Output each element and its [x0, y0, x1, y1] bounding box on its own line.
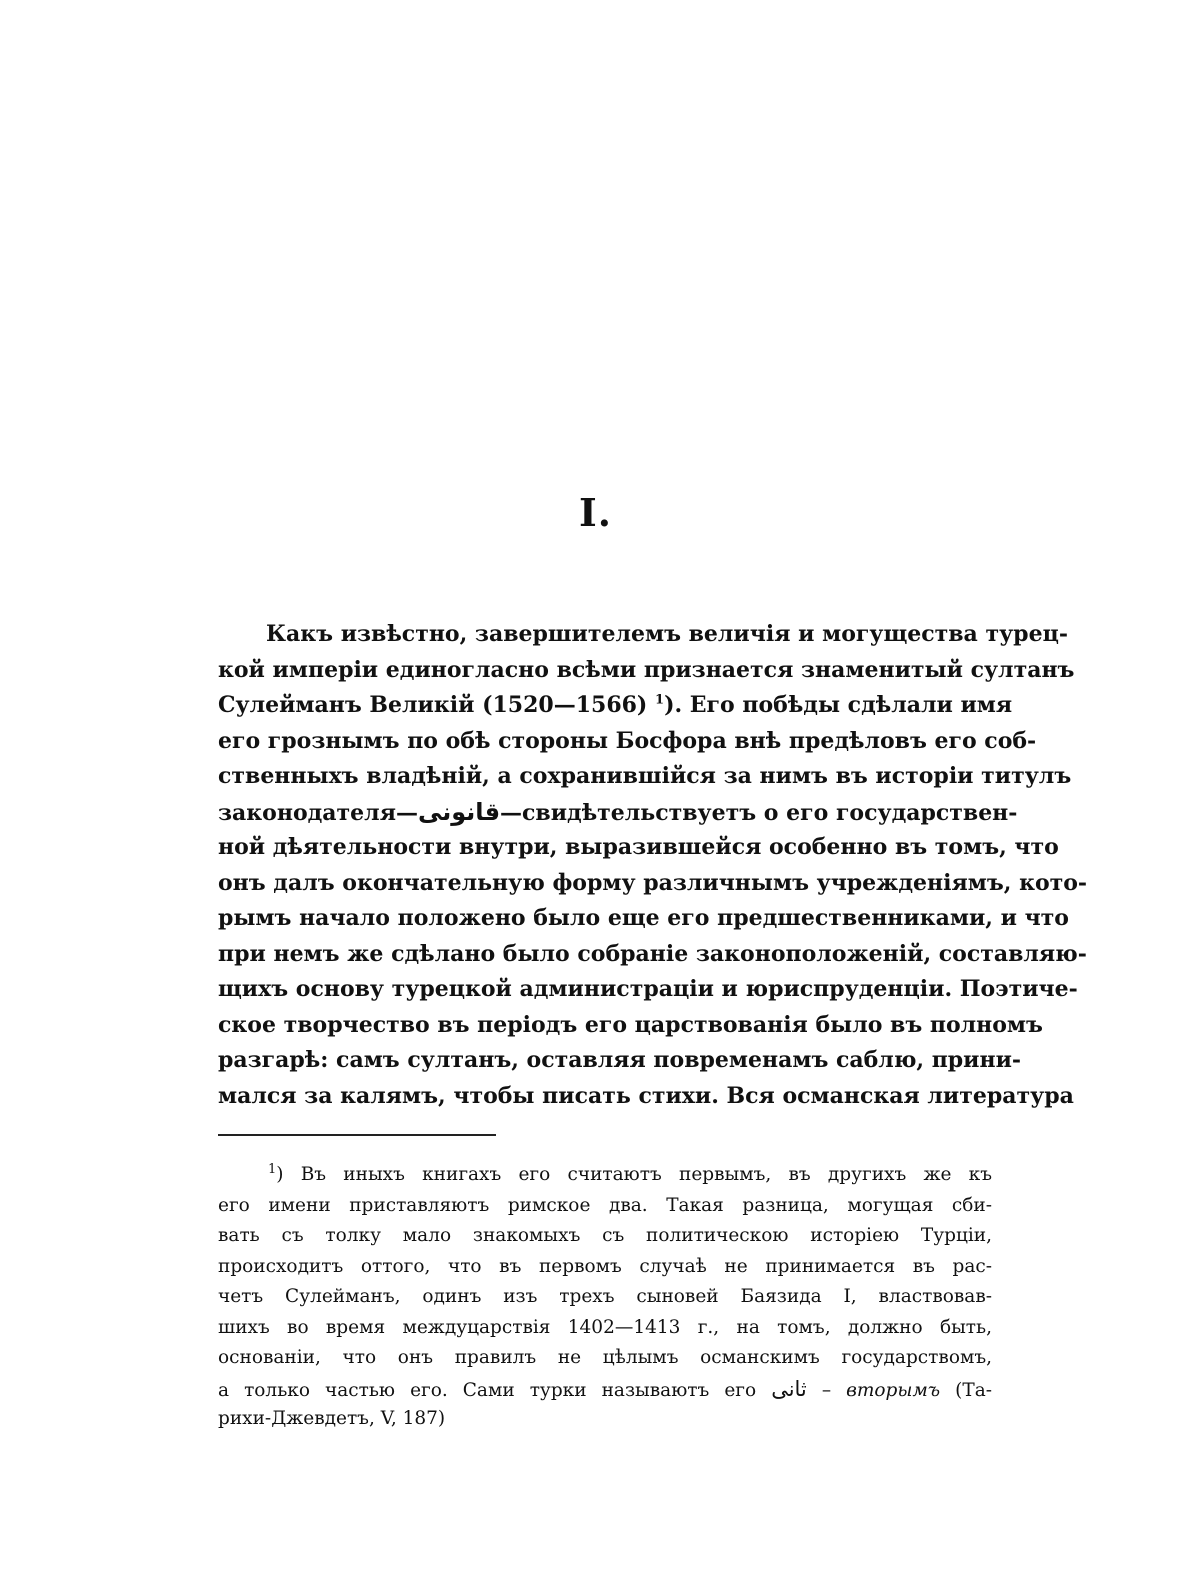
text-line: его грознымъ по обѣ стороны Босфора внѣ предѣловъ его соб-: [218, 727, 1037, 754]
text-fragment: а только частью его. Сами турки называютъ его: [218, 1379, 757, 1401]
text-line: ственныхъ владѣній, а сохранившійся за нимъ въ исторіи титулъ: [218, 763, 1072, 789]
text-line: ной дѣятельности внутри, выразившейся особенно въ томъ, что: [218, 834, 1059, 860]
chapter-heading: I.: [578, 490, 612, 535]
footnote-divider: [218, 1134, 496, 1136]
text-line: [218, 688, 1013, 724]
footnote-line: происходитъ оттого, что въ первомъ случаѣ не принимается въ рас-: [218, 1255, 992, 1277]
text-line: онъ далъ окончательную форму различнымъ учрежденіямъ, кото-: [218, 869, 1088, 896]
text-fragment: —свидѣтельствуетъ о его государствен-: [500, 799, 1018, 826]
text-line: ское творчество въ періодъ его царствованія было въ полномъ: [218, 1011, 1043, 1038]
footnote-line: его имени приставляютъ римское два. Такая разница, могущая сби-: [218, 1194, 992, 1216]
arabic-second-word: ثانی: [771, 1376, 807, 1401]
text-fragment: ) Въ иныхъ книгахъ его считаютъ первымъ, въ другихъ же къ: [276, 1164, 992, 1185]
footnote-line: вать съ толку мало знакомыхъ съ политическою исторіею Турціи,: [218, 1225, 992, 1246]
text-fragment: Сулейманъ Великій (1520—1566): [218, 692, 648, 718]
text-fragment: законодателя—: [218, 799, 418, 826]
text-line: мался за калямъ, чтобы писать стихи. Вся османская литература: [218, 1082, 1074, 1109]
text-fragment: ). Его побѣды сдѣлали имя: [664, 692, 1013, 718]
text-fragment: (Та-: [940, 1379, 993, 1401]
arabic-title-word: قانونی: [417, 797, 501, 826]
text-line: при немъ же сдѣлано было собраніе законоположеній, составляю-: [218, 940, 1087, 967]
text-line: щихъ основу турецкой администраціи и юриспруденціи. Поэтиче-: [218, 976, 1078, 1002]
text-line: кой имперіи единогласно всѣми признается знаменитый султанъ: [218, 656, 1075, 683]
footnote-line: шихъ во время междуцарствія 1402—1413 г., на томъ, должно быть,: [218, 1316, 992, 1338]
footnote-marker: 1: [268, 1161, 277, 1177]
footnote-line: [218, 1374, 992, 1405]
main-paragraph: [218, 617, 1088, 1114]
footnote-line: рихи-Джевдетъ, V, 187): [218, 1408, 446, 1429]
text-line: рымъ начало положено было еще его предшественниками, и что: [218, 905, 1069, 931]
text-fragment: –: [806, 1379, 847, 1401]
footnote-line: четъ Сулейманъ, одинъ изъ трехъ сыновей Баязида I, властвовав-: [218, 1286, 992, 1307]
footnote-reference: 1: [655, 692, 665, 708]
footnote-line: [218, 1160, 992, 1191]
text-line: разгарѣ: самъ султанъ, оставляя повременамъ саблю, прини-: [218, 1047, 1022, 1073]
text-line: [218, 795, 1018, 831]
text-line: Какъ извѣстно, завершителемъ величія и могущества турец-: [266, 621, 1068, 647]
footnote-line: основаніи, что онъ правилъ не цѣлымъ османскимъ государствомъ,: [218, 1347, 992, 1368]
footnote: [218, 1160, 992, 1435]
italic-word: вторымъ: [846, 1379, 941, 1401]
